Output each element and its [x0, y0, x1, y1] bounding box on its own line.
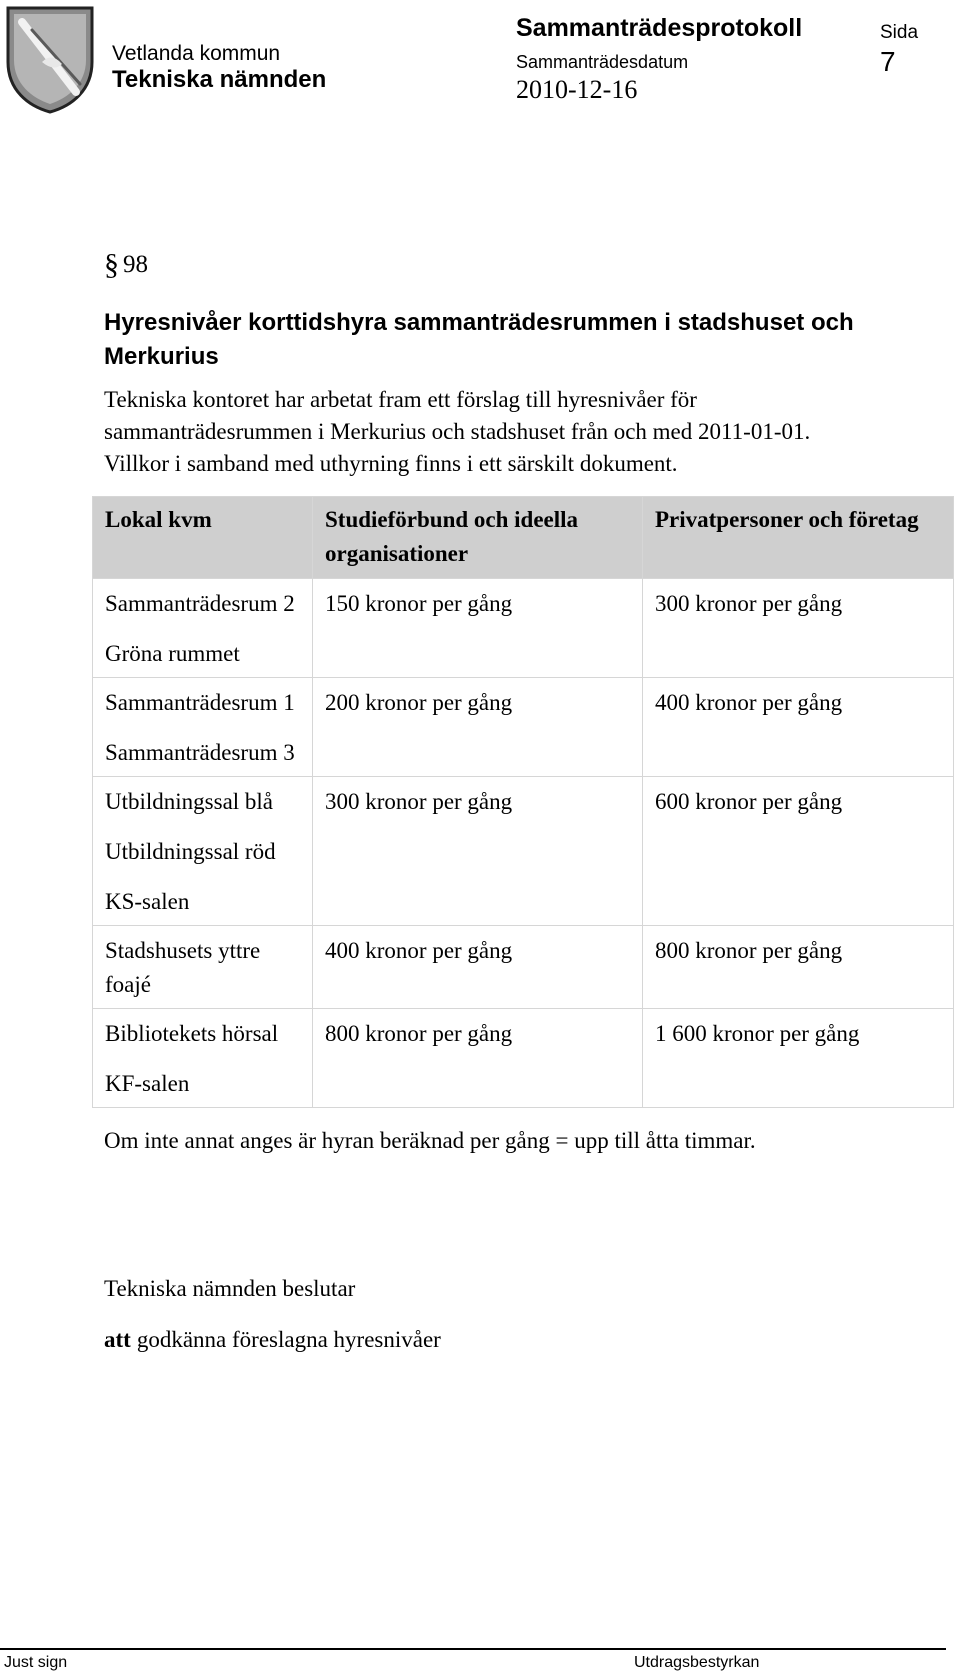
- room-name: Utbildningssal blå: [105, 789, 274, 814]
- table-row: [93, 1009, 954, 1108]
- decision-heading: Tekniska nämnden beslutar: [104, 1276, 356, 1301]
- room-name: Sammanträdesrum 2: [105, 591, 295, 616]
- header-private: Privatpersoner och företag: [643, 497, 954, 579]
- rent-note: Om inte annat anges är hyran beräknad per gång = upp till åtta timmar.: [104, 1128, 756, 1153]
- room-name: Utbildningssal röd: [105, 839, 276, 864]
- document-type: Sammanträdesprotokoll: [516, 14, 803, 42]
- private-rate: 800 kronor per gång: [643, 926, 954, 1009]
- municipal-coat-of-arms: [2, 2, 98, 114]
- intro-text: [104, 384, 944, 480]
- meeting-date: 2010-12-16: [516, 75, 638, 104]
- room-cell: [93, 1009, 313, 1108]
- room-name: KF-salen: [105, 1071, 190, 1096]
- decision-text: godkänna föreslagna hyresnivåer: [136, 1327, 441, 1352]
- room-cell: [93, 579, 313, 678]
- intro-line: sammanträdesrummen i Merkurius och stadshuset från och med 2011-01-01.: [104, 419, 811, 444]
- room-cell: [93, 678, 313, 777]
- header-nonprofit: Studieförbund och ideella organisationer: [313, 497, 643, 579]
- table-row: [93, 777, 954, 926]
- room-name: Stadshusets yttre foajé: [105, 938, 261, 997]
- intro-line: Tekniska kontoret har arbetat fram ett förslag till hyresnivåer för: [104, 387, 697, 412]
- private-rate: 400 kronor per gång: [643, 678, 954, 777]
- board-name: Tekniska nämnden: [112, 66, 327, 93]
- paragraph-number: [104, 248, 148, 282]
- item-title: Hyresnivåer korttidshyra sammanträdesrummen i stadshuset och Merkurius: [104, 309, 854, 370]
- footer-divider: [0, 1648, 946, 1650]
- table-header-row: [93, 497, 954, 579]
- private-rate: 600 kronor per gång: [643, 777, 954, 926]
- room-name: Sammanträdesrum 3: [105, 740, 295, 765]
- meeting-date-label: Sammanträdesdatum: [516, 52, 689, 72]
- room-name: KS-salen: [105, 889, 190, 914]
- rent-rates-table: [92, 496, 954, 1108]
- room-name: Sammanträdesrum 1: [105, 690, 295, 715]
- table-row: [93, 678, 954, 777]
- municipality-name: Vetlanda kommun: [112, 42, 281, 65]
- footer-certification-label: Utdragsbestyrkan: [634, 1654, 760, 1671]
- room-name: Bibliotekets hörsal: [105, 1021, 279, 1046]
- room-cell: [93, 926, 313, 1009]
- decision-keyword: att: [104, 1327, 131, 1352]
- paragraph-number-value: 98: [123, 251, 148, 278]
- private-rate: 1 600 kronor per gång: [643, 1009, 954, 1108]
- nonprofit-rate: 150 kronor per gång: [313, 579, 643, 678]
- nonprofit-rate: 800 kronor per gång: [313, 1009, 643, 1108]
- intro-line: Villkor i samband med uthyrning finns i ett särskilt dokument.: [104, 451, 678, 476]
- footer-signature-label: Just sign: [4, 1654, 68, 1671]
- room-cell: [93, 777, 313, 926]
- header-room: Lokal kvm: [93, 497, 313, 579]
- room-name: Gröna rummet: [105, 641, 240, 666]
- private-rate: 300 kronor per gång: [643, 579, 954, 678]
- decision-line: [104, 1327, 441, 1353]
- table-row: [93, 926, 954, 1009]
- nonprofit-rate: 400 kronor per gång: [313, 926, 643, 1009]
- page-number: 7: [880, 46, 896, 77]
- nonprofit-rate: 200 kronor per gång: [313, 678, 643, 777]
- nonprofit-rate: 300 kronor per gång: [313, 777, 643, 926]
- table-row: [93, 579, 954, 678]
- section-symbol: §: [104, 248, 119, 281]
- page-label: Sida: [880, 22, 919, 43]
